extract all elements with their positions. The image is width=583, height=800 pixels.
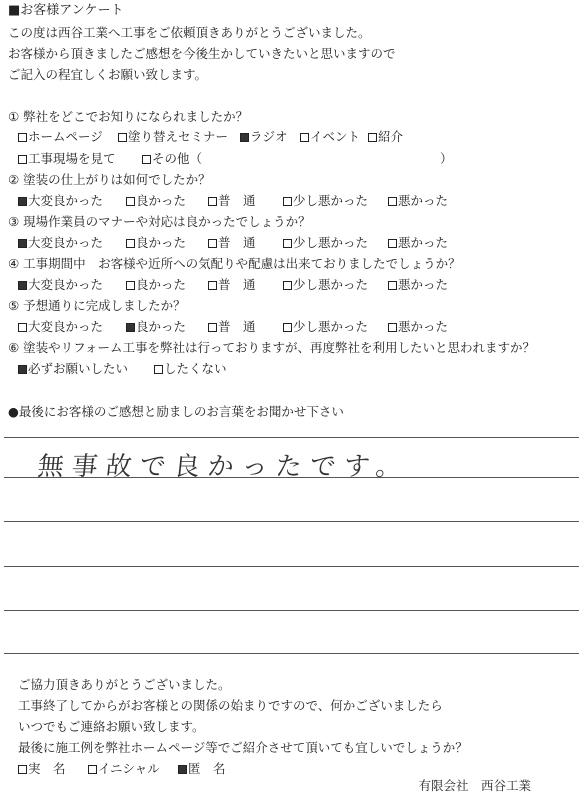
q2-option-average[interactable]: 普 通 — [208, 192, 256, 210]
q2-option-good[interactable]: 良かった — [126, 192, 186, 210]
checkbox-icon[interactable] — [368, 133, 377, 142]
q1-option-other[interactable]: その他（ — [142, 150, 202, 168]
q5-option-bad[interactable]: 悪かった — [388, 318, 448, 336]
q4-option-bad[interactable]: 悪かった — [388, 276, 448, 294]
q6-option-no[interactable]: したくない — [154, 360, 227, 378]
checked-checkbox-icon[interactable] — [178, 765, 187, 774]
question-1-text: ① 弊社をどこでお知りになられましたか？ — [8, 109, 249, 124]
checkbox-icon[interactable] — [283, 239, 292, 248]
checked-checkbox-icon[interactable] — [18, 365, 27, 374]
q4-option-average[interactable]: 普 通 — [208, 276, 256, 294]
checkbox-icon[interactable] — [142, 155, 151, 164]
checkbox-icon[interactable] — [283, 197, 292, 206]
checkbox-icon[interactable] — [283, 281, 292, 290]
closing-line-4: 最後に施工例を弊社ホームページ等でご紹介させて頂いても宜しいでしょうか？ — [18, 740, 468, 755]
checkbox-icon[interactable] — [18, 155, 27, 164]
writing-line-3 — [4, 521, 579, 522]
checkbox-icon[interactable] — [18, 323, 27, 332]
q4-option-very-good[interactable]: 大変良かった — [18, 276, 103, 294]
handwritten-comment: 無事故で良かったです。 — [36, 452, 412, 482]
q2-option-slightly-bad[interactable]: 少し悪かった — [283, 192, 368, 210]
checkbox-icon[interactable] — [126, 239, 135, 248]
checkbox-icon[interactable] — [88, 765, 97, 774]
checkbox-icon[interactable] — [118, 133, 127, 142]
checkbox-icon[interactable] — [208, 281, 217, 290]
option-real-name[interactable]: 実 名 — [18, 760, 66, 778]
option-anonymous[interactable]: 匿 名 — [178, 760, 226, 778]
intro-line-3: ご記入の程宜しくお願い致します。 — [8, 67, 208, 82]
writing-line-6 — [4, 653, 579, 654]
comments-heading: ●最後にお客様のご感想と励ましのお言葉をお聞かせ下さい — [8, 404, 344, 419]
q1-option-referral[interactable]: 紹介 — [368, 128, 403, 146]
checked-checkbox-icon[interactable] — [18, 197, 27, 206]
intro-line-2: お客様から頂きましたご感想を今後生かしていきたいと思いますので — [8, 46, 396, 61]
q1-option-seminar[interactable]: 塗り替えセミナー — [118, 128, 228, 146]
checked-checkbox-icon[interactable] — [240, 133, 249, 142]
writing-line-4 — [4, 566, 579, 567]
checkbox-icon[interactable] — [388, 197, 397, 206]
checkbox-icon[interactable] — [18, 133, 27, 142]
closing-line-2: 工事終了してからがお客様との関係の始まりですので、何かございましたら — [18, 698, 443, 713]
checked-checkbox-icon[interactable] — [18, 281, 27, 290]
option-initials[interactable]: イニシャル — [88, 760, 160, 778]
checkbox-icon[interactable] — [18, 765, 27, 774]
closing-line-3: いつでもご連絡お願い致します。 — [18, 719, 205, 734]
q5-option-good[interactable]: 良かった — [126, 318, 186, 336]
checkbox-icon[interactable] — [208, 239, 217, 248]
checked-checkbox-icon[interactable] — [126, 323, 135, 332]
writing-line-1 — [4, 437, 579, 438]
checkbox-icon[interactable] — [126, 197, 135, 206]
q1-option-homepage[interactable]: ホームページ — [18, 128, 103, 146]
q3-option-average[interactable]: 普 通 — [208, 234, 256, 252]
q3-option-good[interactable]: 良かった — [126, 234, 186, 252]
checkbox-icon[interactable] — [154, 365, 163, 374]
question-3-text: ③ 現場作業員のマナーや対応は良かったでしょうか？ — [8, 214, 311, 229]
intro-line-1: この度は西谷工業へ工事をご依頼頂きありがとうございました。 — [8, 25, 371, 40]
q1-option-radio[interactable]: ラジオ — [240, 128, 288, 146]
checkbox-icon[interactable] — [283, 323, 292, 332]
checkbox-icon[interactable] — [300, 133, 309, 142]
q6-option-definitely[interactable]: 必ずお願いしたい — [18, 360, 128, 378]
writing-line-5 — [4, 610, 579, 611]
company-name: 有限会社 西谷工業 — [418, 778, 531, 793]
q4-option-good[interactable]: 良かった — [126, 276, 186, 294]
question-5-text: ⑤ 予想通りに完成しましたか？ — [8, 298, 186, 313]
checkbox-icon[interactable] — [388, 323, 397, 332]
question-6-text: ⑥ 塗装やリフォーム工事を弊社は行っておりますが、再度弊社を利用したいと思われますか？ — [8, 340, 536, 355]
checkbox-icon[interactable] — [208, 197, 217, 206]
checked-checkbox-icon[interactable] — [18, 239, 27, 248]
writing-line-2 — [4, 477, 579, 478]
q1-option-site[interactable]: 工事現場を見て — [18, 150, 116, 168]
checkbox-icon[interactable] — [388, 281, 397, 290]
q1-other-close: ） — [440, 151, 453, 166]
question-2-text: ② 塗装の仕上がりは如何でしたか？ — [8, 172, 211, 187]
q4-option-slightly-bad[interactable]: 少し悪かった — [283, 276, 368, 294]
q5-option-average[interactable]: 普 通 — [208, 318, 256, 336]
q2-option-bad[interactable]: 悪かった — [388, 192, 448, 210]
survey-title: ■お客様アンケート — [8, 3, 124, 18]
q3-option-slightly-bad[interactable]: 少し悪かった — [283, 234, 368, 252]
q5-option-very-good[interactable]: 大変良かった — [18, 318, 103, 336]
checkbox-icon[interactable] — [126, 281, 135, 290]
q2-option-very-good[interactable]: 大変良かった — [18, 192, 103, 210]
q1-option-event[interactable]: イベント — [300, 128, 360, 146]
q3-option-very-good[interactable]: 大変良かった — [18, 234, 103, 252]
question-4-text: ④ 工事期間中 お客様や近所への気配りや配慮は出来ておりましたでしょうか？ — [8, 256, 461, 271]
checkbox-icon[interactable] — [388, 239, 397, 248]
closing-line-1: ご協力頂きありがとうございました。 — [18, 677, 231, 692]
checkbox-icon[interactable] — [208, 323, 217, 332]
q5-option-slightly-bad[interactable]: 少し悪かった — [283, 318, 368, 336]
q3-option-bad[interactable]: 悪かった — [388, 234, 448, 252]
